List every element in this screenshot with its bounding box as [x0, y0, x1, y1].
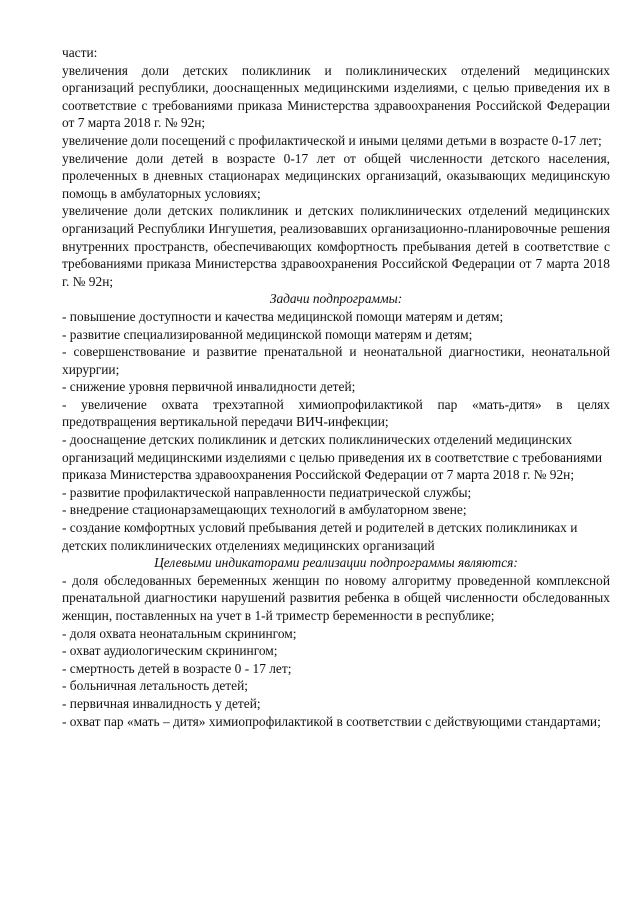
- indicator-item: - доля охвата неонатальным скринингом;: [62, 625, 297, 641]
- task-item: - развитие профилактической направленности педиатрической службы;: [62, 484, 472, 500]
- intro-paragraph: части:: [62, 45, 98, 60]
- task-item: - развитие специализированной медицинской помощи матерям и детям;: [62, 326, 473, 342]
- indicator-item: - доля обследованных беременных женщин по новому алгоритму проведенной комплексной пренатальной диагностики нарушений развития ребенка в общей численности обследованных женщин, поставленных на учет в 1-й триместр беременности в республике;: [62, 572, 610, 623]
- task-item: - совершенствование и развитие пренатальной и неонатальной диагностики, неонатальной хирургии;: [62, 344, 610, 377]
- intro-paragraph: увеличение доли посещений с профилактической и иными целями детьми в возрасте 0-17 лет;: [62, 132, 602, 148]
- indicator-item: - первичная инвалидность у детей;: [62, 695, 261, 711]
- indicators-heading: Целевыми индикаторами реализации подпрограммы являются:: [154, 555, 518, 571]
- indicator-item: - охват аудиологическим скринингом;: [62, 643, 278, 659]
- task-item: - снижение уровня первичной инвалидности детей;: [62, 379, 356, 395]
- task-item: - внедрение стационарзамещающих технологий в амбулаторном звене;: [62, 502, 467, 518]
- intro-paragraph: увеличение доли детских поликлиник и детских поликлинических отделений медицинских организаций Республики Ингушетия, реализовавших организационно-планировочные решения внутренних пространств, обеспечивающих комфортность пребывания детей в соответствие с требованиями приказа Министерства здравоохранения Российской Федерации от 7 марта 2018 г. № 92н;: [62, 203, 610, 289]
- document-page: [62, 44, 610, 730]
- indicator-item: - охват пар «мать – дитя» химиопрофилактикой в соответствии с действующими стандартами;: [62, 713, 601, 729]
- intro-paragraph: увеличение доли детей в возрасте 0-17 лет от общей численности детского населения, пролеченных в дневных стационарах медицинских организаций, оказывающих медицинскую помощь в амбулаторных условиях;: [62, 150, 610, 201]
- task-item: - дооснащение детских поликлиник и детских поликлинических отделений медицинских организаций медицинскими изделиями с целью приведения их в соответствие с требованиями приказа Министерства здравоохранения Российской Федерации от 7 марта 2018 г. № 92н;: [62, 432, 603, 483]
- tasks-heading: Задачи подпрограммы:: [269, 291, 403, 307]
- task-item: - увеличение охвата трехэтапной химиопрофилактикой пар «мать-дитя» в целях предотвращения вертикальной передачи ВИЧ-инфекции;: [62, 396, 610, 430]
- task-item: - повышение доступности и качества медицинской помощи матерям и детям;: [62, 308, 504, 324]
- task-item: - создание комфортных условий пребывания детей и родителей в детских поликлиниках и детских поликлинических отделениях медицинских организаций: [62, 520, 578, 553]
- intro-paragraph: увеличения доли детских поликлиник и поликлинических отделений медицинских организаций республики, дооснащенных медицинскими изделиями, с целью приведения их в соответствие с требованиями приказа Министерства здравоохранения Российской Федерации от 7 марта 2018 г. № 92н;: [62, 62, 610, 131]
- indicator-item: - смертность детей в возрасте 0 - 17 лет;: [62, 660, 292, 676]
- indicator-item: - больничная летальность детей;: [62, 678, 248, 694]
